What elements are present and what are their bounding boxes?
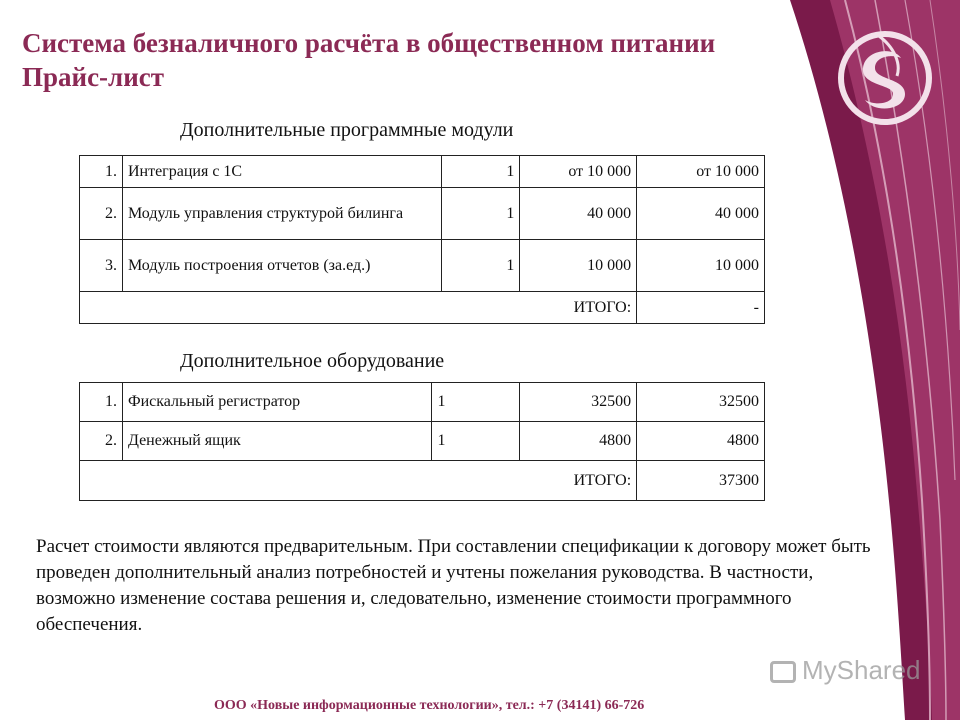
row-number: 2. [80,422,123,461]
row-number: 3. [80,240,123,292]
watermark-text: MyShared [802,655,921,685]
watermark [770,655,921,686]
title-line-1: Система безналичного расчёта в общественном питании [22,28,716,58]
equipment-heading: Дополнительное оборудование [180,350,445,372]
modules-table [79,155,765,324]
item-price: от 10 000 [520,156,637,188]
row-number: 2. [80,188,123,240]
item-price: 10 000 [520,240,637,292]
equipment-table [79,382,765,501]
item-price: 32500 [520,383,637,422]
table-row [80,383,765,422]
table-row [80,240,765,292]
item-qty: 1 [432,383,520,422]
item-price: 40 000 [520,188,637,240]
total-row [80,292,765,324]
item-qty: 1 [442,156,520,188]
slide-title [22,26,715,94]
table-row [80,156,765,188]
item-sum: 32500 [637,383,765,422]
item-sum: 10 000 [637,240,765,292]
total-value: - [637,292,765,324]
item-sum: от 10 000 [637,156,765,188]
title-line-2: Прайс-лист [22,62,165,92]
item-name: Фискальный регистратор [122,383,432,422]
company-logo-icon [835,28,935,128]
item-qty: 1 [432,422,520,461]
table-row [80,422,765,461]
item-name: Денежный ящик [122,422,432,461]
total-value: 37300 [637,461,765,501]
item-sum: 40 000 [637,188,765,240]
total-label: ИТОГО: [80,292,637,324]
item-name: Модуль построения отчетов (за.ед.) [122,240,442,292]
item-name: Интеграция с 1С [122,156,442,188]
table-row [80,188,765,240]
pricing-note: Расчет стоимости являются предварительным. При составлении спецификации к договору может быть проведен дополнительный анализ потребностей и учтены пожелания руководства. В частности, возможно изменение состава решения и, следовательно, изменение стоимости программного обеспечения. [36,536,871,635]
row-number: 1. [80,383,123,422]
total-label: ИТОГО: [80,461,637,501]
item-qty: 1 [442,188,520,240]
row-number: 1. [80,156,123,188]
modules-heading: Дополнительные программные модули [180,119,514,141]
item-qty: 1 [442,240,520,292]
myshared-logo-icon [770,661,796,683]
item-name: Модуль управления структурой билинга [122,188,442,240]
item-price: 4800 [520,422,637,461]
item-sum: 4800 [637,422,765,461]
total-row [80,461,765,501]
footer-contacts: ООО «Новые информационные технологии», тел.: +7 (34141) 66-726 [214,698,645,713]
